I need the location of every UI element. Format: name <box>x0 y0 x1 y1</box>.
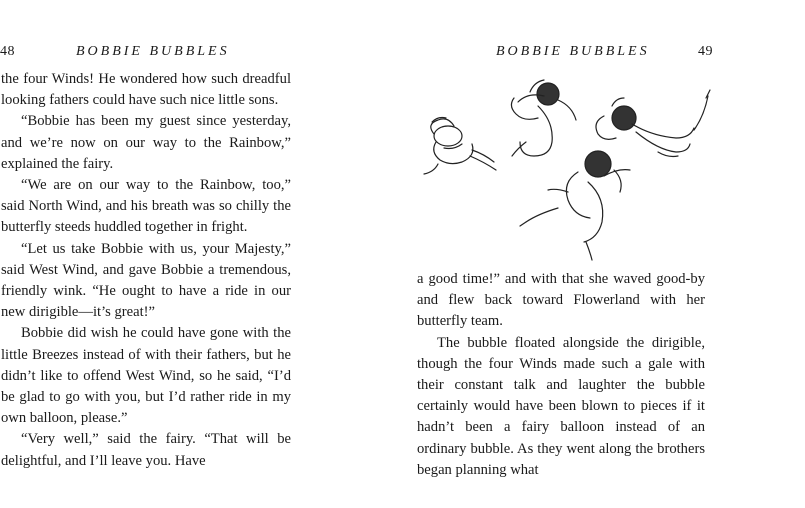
paragraph: The bubble floated alongside the dirigible, though the four Winds made such a gale with their constant talk and laughter the bubble certainly would have been blown to pieces if it hadn’t been a fairy balloon instead of an ordinary bubble. As they went along the brothers began planning what <box>417 334 705 478</box>
fairy-figure-right <box>596 90 710 157</box>
fairy-figure-upper <box>511 80 576 156</box>
paragraph: “Let us take Bobbie with us, your Majesty,” said West Wind, and gave Bobbie a tremendous, friendly wink. “He ought to have a ride in our new dirigible—it’s great!” <box>1 240 291 321</box>
right-running-title: BOBBIE BUBBLES <box>496 44 650 59</box>
paragraph: the four Winds! He wondered how such dreadful looking fathers could have such nice little sons. <box>1 71 291 109</box>
right-page-number: 49 <box>698 44 713 59</box>
right-page <box>410 0 805 508</box>
fairy-figure-lower <box>520 151 630 260</box>
fairy-figure-left <box>424 118 496 175</box>
paragraph: Bobbie did wish he could have gone with the little Breezes instead of with their fathers, but he didn’t like to offend West Wind, so he said, “I’d be glad to go with you, but I’d rather ride in my own balloon, please.” <box>1 325 291 427</box>
wind-brothers-illustration <box>418 72 728 262</box>
left-page-text <box>1 69 291 472</box>
right-page-text <box>417 269 705 481</box>
paragraph: “Very well,” said the fairy. “That will be delightful, and I’ll leave you. Have <box>1 431 291 469</box>
left-page-number: 48 <box>0 44 15 59</box>
paragraph: a good time!” and with that she waved good-by and flew back toward Flowerland with her butterfly team. <box>417 271 705 330</box>
paragraph: “Bobbie has been my guest since yesterday, and we’re now on our way to the Rainbow,” explained the fairy. <box>1 113 291 172</box>
paragraph: “We are on our way to the Rainbow, too,” said North Wind, and his breath was so chilly the butterfly steeds huddled together in fright. <box>1 177 291 236</box>
left-running-title: BOBBIE BUBBLES <box>76 44 230 59</box>
left-page <box>0 0 300 508</box>
